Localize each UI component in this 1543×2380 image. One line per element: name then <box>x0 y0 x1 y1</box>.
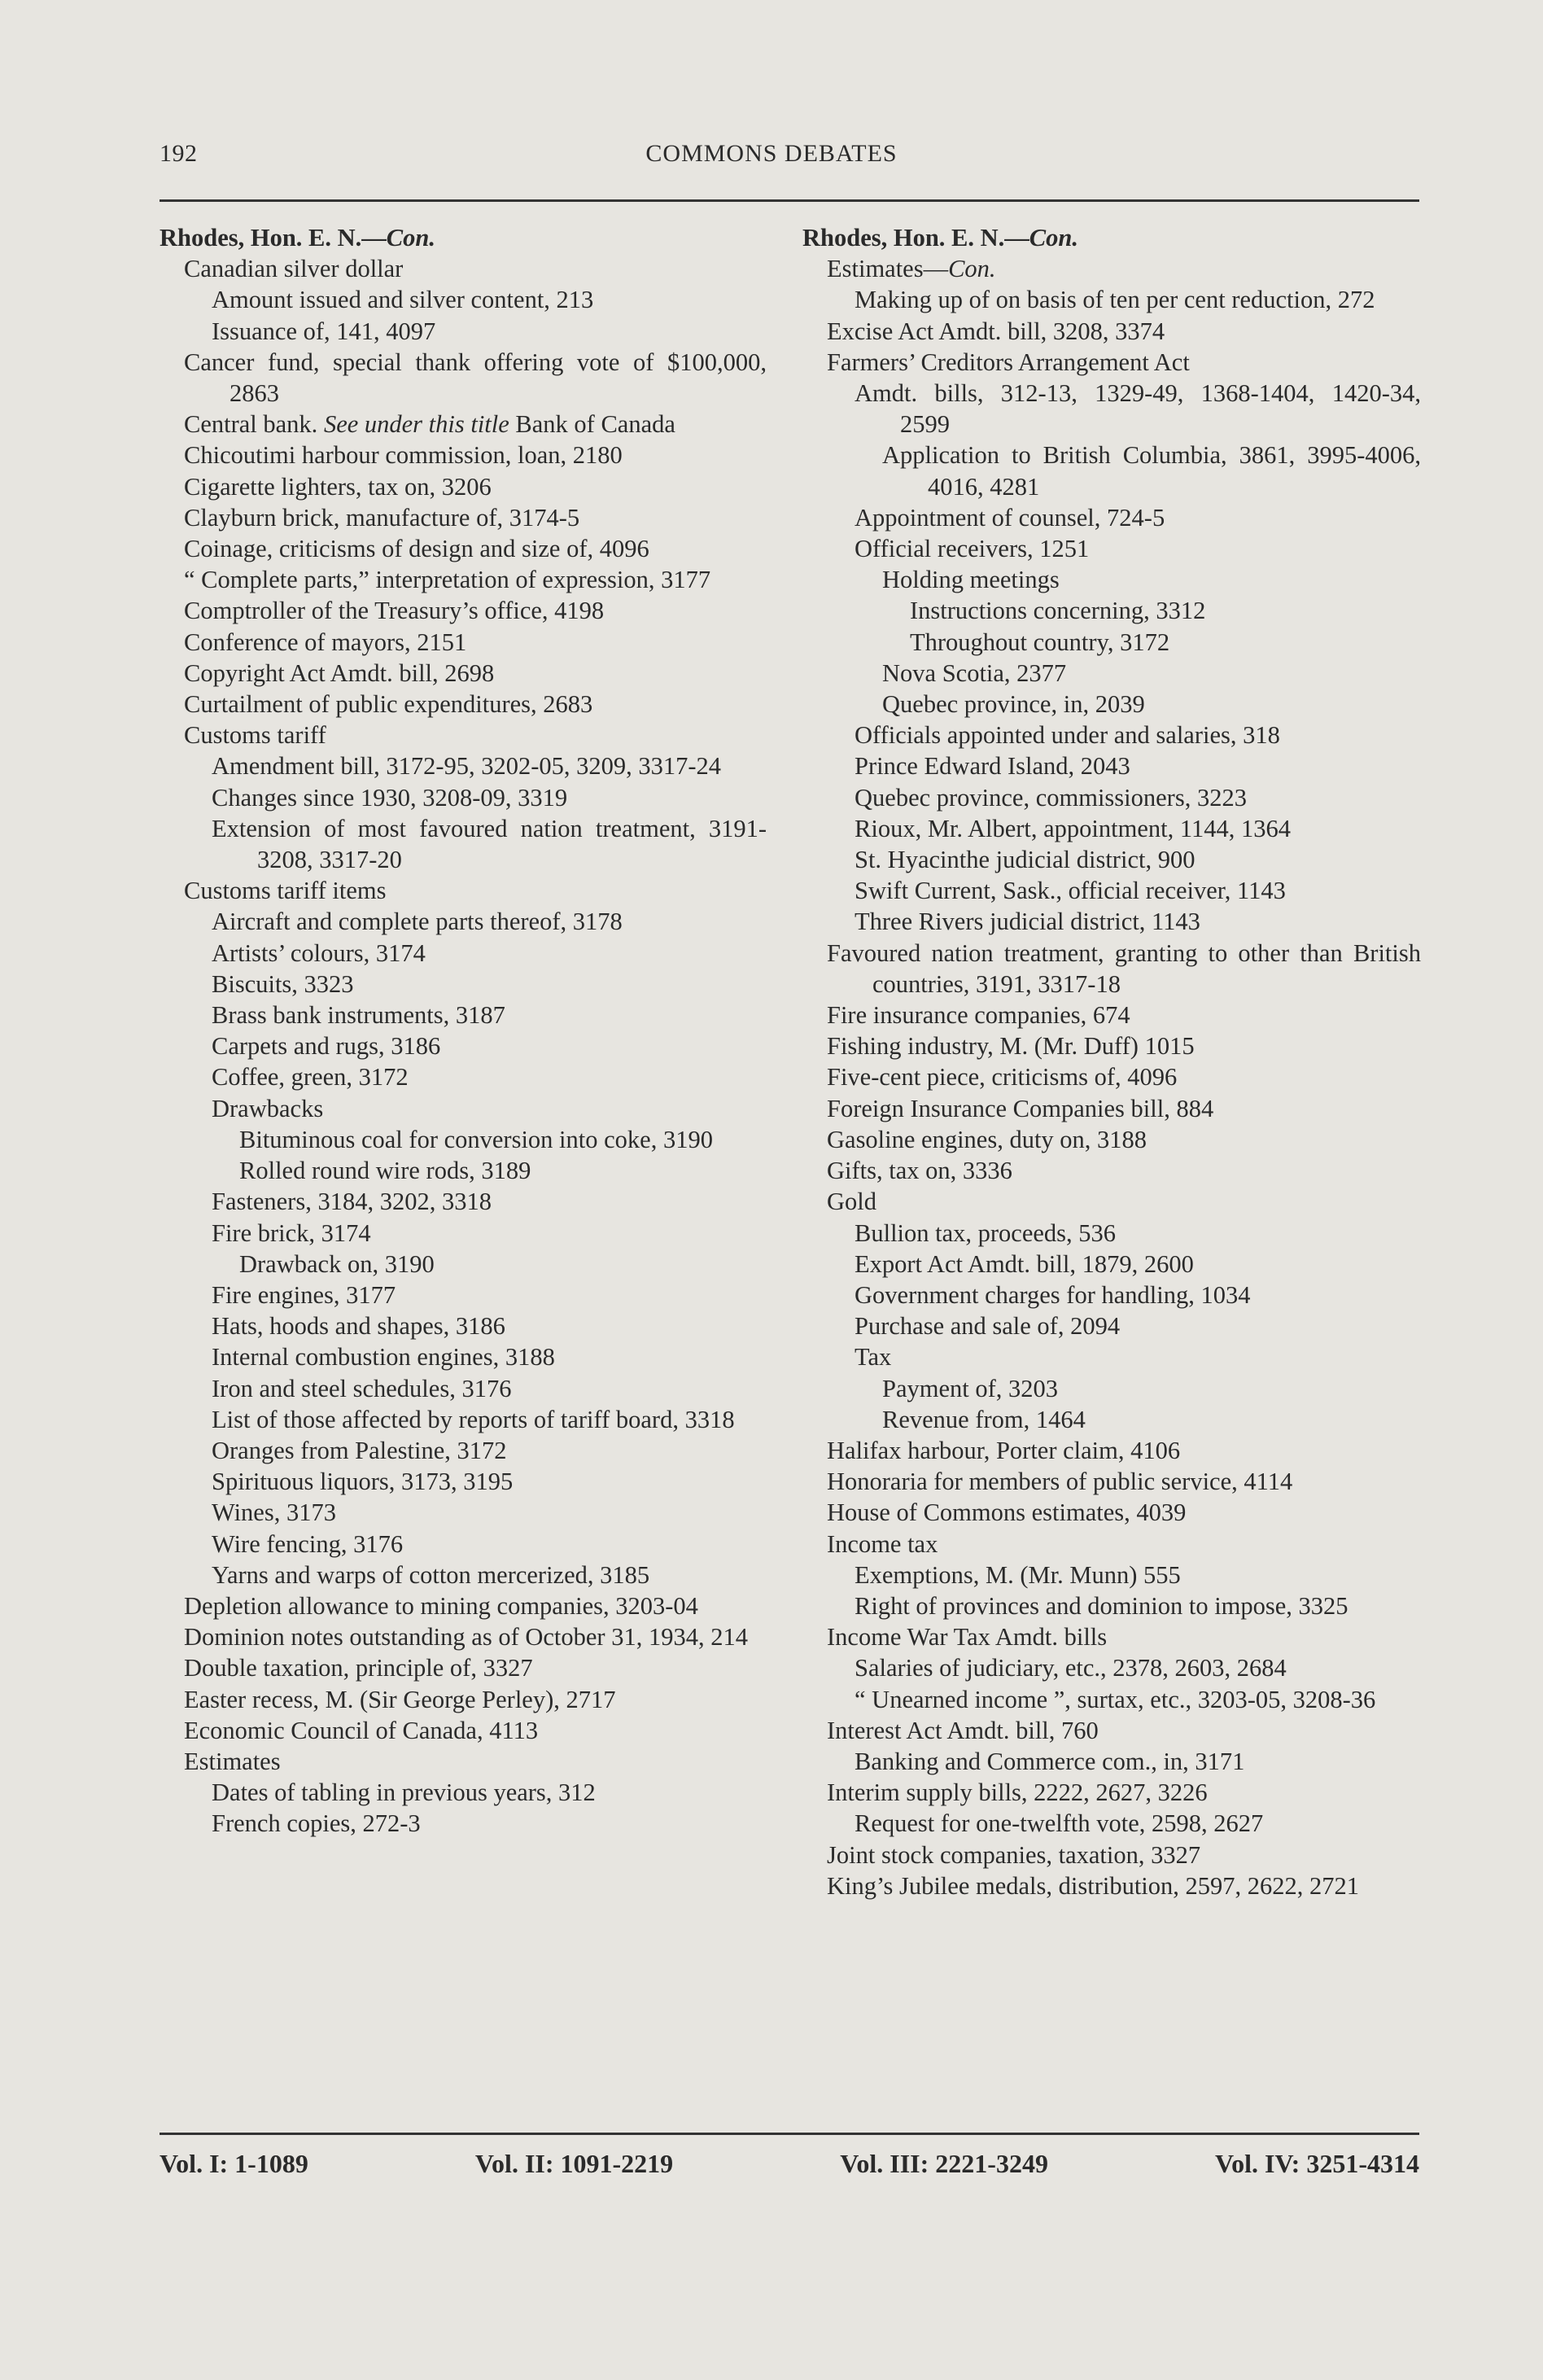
running-title: COMMONS DEBATES <box>645 140 898 167</box>
entry-text: Estimates <box>184 1747 281 1775</box>
index-entry <box>160 502 767 533</box>
index-entry <box>802 284 1421 315</box>
entry-text: Amendment bill, 3172-95, 3202-05, 3209, 3317-24 <box>212 752 722 781</box>
entry-text: Bituminous coal for conversion into coke, 3190 <box>239 1125 713 1153</box>
index-entry <box>802 1840 1421 1870</box>
entry-text: Gasoline engines, duty on, 3188 <box>827 1125 1147 1153</box>
entry-text: Nova Scotia, 2377 <box>882 658 1067 687</box>
entry-text: Rioux, Mr. Albert, appointment, 1144, 1364 <box>855 814 1291 842</box>
index-entry <box>802 1341 1421 1372</box>
index-entry <box>160 1280 767 1310</box>
index-entry <box>160 1529 767 1560</box>
entry-text: Curtailment of public expenditures, 2683 <box>184 690 593 719</box>
entry-text: Three Rivers judicial district, 1143 <box>855 908 1200 936</box>
entry-text: Customs tariff <box>184 721 326 750</box>
entry-text: French copies, 272-3 <box>212 1809 421 1838</box>
index-entry <box>160 253 767 284</box>
entry-text: Revenue from, 1464 <box>882 1405 1086 1433</box>
index-entry <box>802 440 1421 501</box>
entry-text: Wire fencing, 3176 <box>212 1529 404 1558</box>
entry-text: Artists’ colours, 3174 <box>212 938 426 967</box>
entry-text: Rhodes, Hon. E. N.— <box>802 224 1029 252</box>
index-entry <box>160 316 767 347</box>
entry-text: Double taxation, principle of, 3327 <box>184 1654 533 1682</box>
entry-text: Throughout country, 3172 <box>910 628 1170 656</box>
entry-text: Drawback on, 3190 <box>239 1249 435 1278</box>
index-entry <box>160 689 767 720</box>
index-entry <box>802 1155 1421 1186</box>
index-column-left <box>160 222 767 1840</box>
index-entry <box>802 1186 1421 1217</box>
entry-text: Instructions concerning, 3312 <box>910 597 1206 625</box>
index-entry <box>160 1000 767 1030</box>
entry-text: Export Act Amdt. bill, 1879, 2600 <box>855 1249 1194 1278</box>
entry-text: Prince Edward Island, 2043 <box>855 752 1130 781</box>
entry-text: Con. <box>1029 224 1078 252</box>
entry-text: Copyright Act Amdt. bill, 2698 <box>184 658 495 687</box>
entry-text: Making up of on basis of ten per cent reduction, 272 <box>855 286 1375 314</box>
entry-text: Chicoutimi harbour commission, loan, 2180 <box>184 441 623 470</box>
index-entry <box>802 1808 1421 1839</box>
entry-text: Cancer fund, special thank offering vote of $100,000, 2863 <box>184 348 767 408</box>
index-entry <box>160 1746 767 1777</box>
index-entry <box>802 1684 1421 1715</box>
page-number: 192 <box>160 140 198 167</box>
entry-text: Conference of mayors, 2151 <box>184 628 467 656</box>
entry-text: Appointment of counsel, 724-5 <box>855 503 1165 532</box>
index-entry <box>160 658 767 689</box>
entry-text: Clayburn brick, manufacture of, 3174-5 <box>184 503 580 532</box>
entry-text: Con. <box>948 255 996 283</box>
index-entry <box>802 253 1421 284</box>
entry-text: Central bank. <box>184 410 324 439</box>
index-entry <box>160 750 767 781</box>
entry-text: Swift Current, Sask., official receiver, 1143 <box>855 877 1286 905</box>
index-entry <box>802 533 1421 564</box>
entry-text: Estimates— <box>827 255 949 283</box>
entry-text: “ Complete parts,” interpretation of expression, 3177 <box>184 566 711 594</box>
index-entry <box>802 502 1421 533</box>
entry-text: St. Hyacinthe judicial district, 900 <box>855 846 1195 874</box>
entry-text: Economic Council of Canada, 4113 <box>184 1716 539 1744</box>
index-entry <box>802 1590 1421 1621</box>
index-entry <box>802 316 1421 347</box>
entry-text: Coffee, green, 3172 <box>212 1063 409 1092</box>
entry-text: Fire insurance companies, 674 <box>827 1001 1130 1030</box>
index-entry <box>160 938 767 969</box>
index-entry <box>802 906 1421 937</box>
index-entry <box>160 533 767 564</box>
index-entry <box>160 906 767 937</box>
entry-text: Honoraria for members of public service, 4114 <box>827 1468 1293 1496</box>
entry-text: Dates of tabling in previous years, 312 <box>212 1778 596 1807</box>
entry-text: Wines, 3173 <box>212 1498 336 1527</box>
entry-text: Official receivers, 1251 <box>855 535 1090 563</box>
index-entry <box>160 1186 767 1217</box>
index-entry <box>802 1621 1421 1652</box>
index-entry <box>802 378 1421 440</box>
index-entry <box>160 1310 767 1341</box>
index-entry <box>160 347 767 409</box>
index-entry <box>802 1249 1421 1280</box>
index-entry <box>802 1560 1421 1590</box>
index-entry <box>802 564 1421 595</box>
index-entry <box>160 1497 767 1528</box>
index-entry <box>160 564 767 595</box>
index-entry <box>160 1777 767 1808</box>
index-entry <box>160 1093 767 1124</box>
index-entry <box>160 595 767 626</box>
entry-text: Halifax harbour, Porter claim, 4106 <box>827 1436 1181 1464</box>
entry-text: Officials appointed under and salaries, 318 <box>855 721 1280 750</box>
index-entry <box>802 782 1421 813</box>
index-entry <box>160 1435 767 1466</box>
index-entry <box>802 1310 1421 1341</box>
index-entry <box>160 1124 767 1155</box>
index-entry <box>802 1061 1421 1092</box>
index-entry <box>802 689 1421 720</box>
entry-text: Extension of most favoured nation treatment, 3191-3208, 3317-20 <box>212 814 767 874</box>
index-heading <box>160 222 767 253</box>
entry-text: List of those affected by reports of tariff board, 3318 <box>212 1405 735 1433</box>
index-entry <box>802 813 1421 844</box>
entry-text: Brass bank instruments, 3187 <box>212 1001 505 1030</box>
entry-text: Interest Act Amdt. bill, 760 <box>827 1716 1099 1744</box>
index-heading <box>802 222 1421 253</box>
index-entry <box>802 875 1421 906</box>
entry-text: Excise Act Amdt. bill, 3208, 3374 <box>827 317 1165 345</box>
index-entry <box>160 284 767 315</box>
footer-rule <box>160 2133 1419 2135</box>
index-entry <box>802 1777 1421 1808</box>
header-rule <box>160 199 1419 202</box>
index-entry <box>160 471 767 502</box>
index-entry <box>802 1652 1421 1683</box>
index-entry <box>802 1529 1421 1560</box>
entry-text: Aircraft and complete parts thereof, 3178 <box>212 908 623 936</box>
index-entry <box>802 627 1421 658</box>
entry-text: Tax <box>855 1343 892 1372</box>
entry-text: Internal combustion engines, 3188 <box>212 1343 555 1372</box>
entry-text: Cigarette lighters, tax on, 3206 <box>184 472 492 501</box>
index-entry <box>160 1560 767 1590</box>
entry-text: Issuance of, 141, 4097 <box>212 317 436 345</box>
entry-text: Iron and steel schedules, 3176 <box>212 1374 512 1402</box>
entry-text: Interim supply bills, 2222, 2627, 3226 <box>827 1778 1208 1807</box>
entry-text: House of Commons estimates, 4039 <box>827 1498 1187 1527</box>
index-entry <box>802 750 1421 781</box>
entry-text: See under this title <box>323 410 509 439</box>
volume-range: Vol. IV: 3251-4314 <box>1214 2149 1419 2178</box>
volume-range: Vol. II: 1091-2219 <box>474 2149 674 2178</box>
index-entry <box>160 627 767 658</box>
entry-text: Dominion notes outstanding as of October 31, 1934, 214 <box>184 1623 748 1652</box>
index-entry <box>160 1621 767 1652</box>
index-entry <box>802 347 1421 378</box>
index-entry <box>802 1093 1421 1124</box>
entry-text: Holding meetings <box>882 566 1060 594</box>
index-entry <box>802 720 1421 750</box>
entry-text: Purchase and sale of, 2094 <box>855 1312 1121 1341</box>
index-entry <box>160 1466 767 1497</box>
entry-text: Drawbacks <box>212 1094 324 1122</box>
entry-text: “ Unearned income ”, surtax, etc., 3203-05, 3208-36 <box>855 1685 1376 1713</box>
entry-text: Payment of, 3203 <box>882 1374 1059 1402</box>
entry-text: Five-cent piece, criticisms of, 4096 <box>827 1063 1178 1092</box>
entry-text: Carpets and rugs, 3186 <box>212 1032 441 1061</box>
index-entry <box>160 1404 767 1435</box>
entry-text: Biscuits, 3323 <box>212 969 354 998</box>
entry-text: Changes since 1930, 3208-09, 3319 <box>212 783 568 812</box>
entry-text: Amount issued and silver content, 213 <box>212 286 594 314</box>
index-entry <box>802 1218 1421 1249</box>
entry-text: Fishing industry, M. (Mr. Duff) 1015 <box>827 1032 1195 1061</box>
index-entry <box>802 1030 1421 1061</box>
index-entry <box>160 1684 767 1715</box>
index-entry <box>160 1249 767 1280</box>
entry-text: King’s Jubilee medals, distribution, 2597, 2622, 2721 <box>827 1871 1360 1900</box>
index-entry <box>160 1341 767 1372</box>
index-entry <box>160 1373 767 1404</box>
index-entry <box>802 1870 1421 1901</box>
volume-range: Vol. I: 1-1089 <box>160 2149 308 2178</box>
index-entry <box>160 409 767 440</box>
index-entry <box>160 782 767 813</box>
entry-text: Depletion allowance to mining companies, 3203-04 <box>184 1591 698 1620</box>
entry-text: Exemptions, M. (Mr. Munn) 555 <box>855 1560 1181 1589</box>
index-entry <box>802 1373 1421 1404</box>
index-entry <box>802 1746 1421 1777</box>
index-entry <box>802 595 1421 626</box>
index-entry <box>160 1715 767 1746</box>
entry-text: Joint stock companies, taxation, 3327 <box>827 1840 1201 1869</box>
index-entry <box>802 938 1421 1000</box>
index-column-right <box>802 222 1421 1901</box>
index-entry <box>160 1155 767 1186</box>
index-entry <box>802 1435 1421 1466</box>
entry-text: Easter recess, M. (Sir George Perley), 2717 <box>184 1685 616 1713</box>
entry-text: Yarns and warps of cotton mercerized, 3185 <box>212 1560 650 1589</box>
entry-text: Farmers’ Creditors Arrangement Act <box>827 348 1190 376</box>
entry-text: Quebec province, in, 2039 <box>882 690 1145 719</box>
index-entry <box>160 1218 767 1249</box>
volume-range: Vol. III: 2221-3249 <box>840 2149 1048 2178</box>
entry-text: Income War Tax Amdt. bills <box>827 1623 1108 1652</box>
index-entry <box>160 440 767 470</box>
index-entry <box>160 875 767 906</box>
index-entry <box>802 1000 1421 1030</box>
entry-text: Spirituous liquors, 3173, 3195 <box>212 1468 514 1496</box>
index-entry <box>802 1124 1421 1155</box>
index-entry <box>160 969 767 1000</box>
entry-text: Con. <box>386 224 435 252</box>
index-entry <box>802 1280 1421 1310</box>
entry-text: Request for one-twelfth vote, 2598, 2627 <box>855 1809 1264 1838</box>
index-entry <box>802 658 1421 689</box>
index-entry <box>160 1061 767 1092</box>
entry-text: Application to British Columbia, 3861, 3995-4006, 4016, 4281 <box>882 441 1421 501</box>
entry-text: Comptroller of the Treasury’s office, 4198 <box>184 597 605 625</box>
entry-text: Right of provinces and dominion to impose, 3325 <box>855 1591 1348 1620</box>
entry-text: Amdt. bills, 312-13, 1329-49, 1368-1404, 1420-34, 2599 <box>855 379 1421 439</box>
entry-text: Coinage, criticisms of design and size of, 4096 <box>184 535 649 563</box>
entry-text: Salaries of judiciary, etc., 2378, 2603, 2684 <box>855 1654 1287 1682</box>
entry-text: Income tax <box>827 1529 938 1558</box>
entry-text: Bank of Canada <box>509 410 675 439</box>
index-entry <box>160 1030 767 1061</box>
index-entry <box>802 844 1421 875</box>
entry-text: Hats, hoods and shapes, 3186 <box>212 1312 505 1341</box>
index-entry <box>160 720 767 750</box>
entry-text: Canadian silver dollar <box>184 255 404 283</box>
index-entry <box>160 1590 767 1621</box>
entry-text: Quebec province, commissioners, 3223 <box>855 783 1247 812</box>
index-entry <box>802 1404 1421 1435</box>
entry-text: Gold <box>827 1188 876 1216</box>
entry-text: Customs tariff items <box>184 877 387 905</box>
entry-text: Bullion tax, proceeds, 536 <box>855 1218 1117 1247</box>
index-entry <box>160 813 767 875</box>
entry-text: Fire brick, 3174 <box>212 1218 371 1247</box>
index-entry <box>802 1497 1421 1528</box>
entry-text: Gifts, tax on, 3336 <box>827 1157 1012 1185</box>
index-entry <box>802 1466 1421 1497</box>
entry-text: Banking and Commerce com., in, 3171 <box>855 1747 1245 1775</box>
entry-text: Rolled round wire rods, 3189 <box>239 1157 531 1185</box>
index-entry <box>802 1715 1421 1746</box>
volume-footer <box>160 2149 1419 2179</box>
entry-text: Fasteners, 3184, 3202, 3318 <box>212 1188 492 1216</box>
entry-text: Rhodes, Hon. E. N.— <box>160 224 387 252</box>
entry-text: Foreign Insurance Companies bill, 884 <box>827 1094 1214 1122</box>
index-entry <box>160 1808 767 1839</box>
entry-text: Oranges from Palestine, 3172 <box>212 1436 507 1464</box>
entry-text: Favoured nation treatment, granting to other than British countries, 3191, 3317-18 <box>827 938 1421 998</box>
entry-text: Fire engines, 3177 <box>212 1280 396 1309</box>
index-entry <box>160 1652 767 1683</box>
entry-text: Government charges for handling, 1034 <box>855 1280 1251 1309</box>
